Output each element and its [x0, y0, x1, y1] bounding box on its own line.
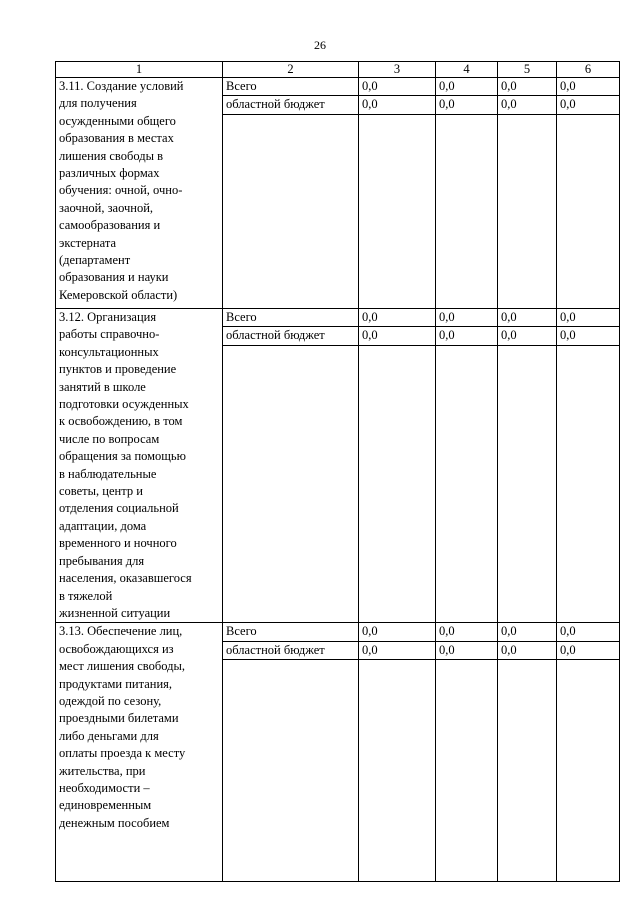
column-header-1: 1 — [56, 62, 223, 78]
description-line: временного и ночного — [59, 536, 177, 551]
budget-value: 0,0 — [498, 641, 557, 659]
description-line: отделения социальной — [59, 501, 179, 516]
description-line: советы, центр и — [59, 484, 143, 499]
description-line: денежным пособием — [59, 815, 170, 830]
budget-value: 0,0 — [557, 96, 620, 114]
budget-value: 0,0 — [436, 641, 498, 659]
budget-value: 0,0 — [498, 78, 557, 96]
description-line: самообразования и — [59, 218, 161, 233]
column-header-3: 3 — [359, 62, 436, 78]
description-line: 3.12. Организация — [59, 310, 157, 324]
budget-value: 0,0 — [436, 78, 498, 96]
header-row — [56, 62, 620, 78]
budget-value: 0,0 — [359, 78, 436, 96]
budget-value: 0,0 — [359, 327, 436, 345]
description-line: обращения за помощью — [59, 449, 186, 464]
empty-cell — [557, 114, 620, 308]
budget-value: 0,0 — [498, 623, 557, 641]
description-line: освобождающихся из — [59, 641, 174, 656]
budget-value: 0,0 — [498, 96, 557, 114]
budget-value: 0,0 — [557, 78, 620, 96]
description-line: образования в местах — [59, 131, 174, 146]
page-number: 26 — [314, 38, 326, 52]
budget-value: 0,0 — [557, 641, 620, 659]
budget-value: 0,0 — [557, 309, 620, 327]
description-line: заочной, заочной, — [59, 200, 154, 215]
description-line: консультационных — [59, 344, 159, 359]
funding-source: областной бюджет — [223, 96, 359, 114]
measure-description — [56, 78, 223, 309]
budget-value: 0,0 — [436, 309, 498, 327]
description-line: жизненной ситуации — [59, 605, 171, 620]
description-line: осужденными общего — [59, 113, 176, 128]
empty-cell — [436, 114, 498, 308]
column-header-2: 2 — [223, 62, 359, 78]
empty-cell — [498, 660, 557, 882]
description-line: (департамент — [59, 253, 131, 268]
budget-table — [55, 61, 620, 882]
description-line: необходимости – — [59, 780, 150, 795]
description-line: в наблюдательные — [59, 466, 157, 481]
description-line: образования и науки — [59, 270, 169, 285]
description-line: жительства, при — [59, 763, 146, 778]
description-line: занятий в школе — [59, 379, 146, 394]
empty-cell — [359, 660, 436, 882]
empty-cell — [359, 114, 436, 308]
description-line: населения, оказавшегося — [59, 571, 192, 586]
measure-description — [56, 623, 223, 882]
funding-source: областной бюджет — [223, 641, 359, 659]
table-row — [56, 78, 620, 96]
budget-value: 0,0 — [436, 96, 498, 114]
budget-value: 0,0 — [359, 641, 436, 659]
measure-description — [56, 309, 223, 623]
description-line: пунктов и проведение — [59, 362, 177, 377]
description-line: к освобождению, в том — [59, 414, 183, 429]
budget-value: 0,0 — [359, 309, 436, 327]
column-header-4: 4 — [436, 62, 498, 78]
empty-cell — [436, 660, 498, 882]
budget-value: 0,0 — [436, 327, 498, 345]
funding-source: Всего — [223, 309, 359, 327]
description-line: для получения — [59, 96, 137, 111]
budget-value: 0,0 — [359, 96, 436, 114]
description-line: экстерната — [59, 235, 117, 250]
budget-value: 0,0 — [436, 623, 498, 641]
description-line: Кемеровской области) — [59, 287, 178, 302]
empty-cell — [498, 345, 557, 623]
description-line: подготовки осужденных — [59, 397, 189, 412]
description-line: оплаты проезда к месту — [59, 746, 186, 761]
budget-value: 0,0 — [498, 327, 557, 345]
description-line: единовременным — [59, 798, 152, 813]
column-header-6: 6 — [557, 62, 620, 78]
description-line: лишения свободы в — [59, 148, 164, 163]
empty-cell — [223, 345, 359, 623]
empty-cell — [557, 345, 620, 623]
empty-cell — [557, 660, 620, 882]
column-header-5: 5 — [498, 62, 557, 78]
funding-source: областной бюджет — [223, 327, 359, 345]
description-line: пребывания для — [59, 553, 145, 568]
funding-source: Всего — [223, 623, 359, 641]
description-line: 3.11. Создание условий — [59, 79, 184, 93]
budget-value: 0,0 — [498, 309, 557, 327]
description-line: либо деньгами для — [59, 728, 159, 743]
empty-cell — [498, 114, 557, 308]
description-line: числе по вопросам — [59, 431, 160, 446]
description-line: одеждой по сезону, — [59, 693, 162, 708]
table-row — [56, 309, 620, 327]
description-line: 3.13. Обеспечение лиц, — [59, 624, 183, 639]
description-line: различных формах — [59, 166, 160, 181]
description-line: обучения: очной, очно- — [59, 183, 183, 198]
description-line: продуктами питания, — [59, 676, 173, 691]
description-line: проездными билетами — [59, 711, 179, 726]
budget-value: 0,0 — [557, 327, 620, 345]
description-line: работы справочно- — [59, 327, 160, 342]
empty-cell — [223, 660, 359, 882]
empty-cell — [436, 345, 498, 623]
empty-cell — [359, 345, 436, 623]
budget-value: 0,0 — [359, 623, 436, 641]
description-line: в тяжелой — [59, 588, 113, 603]
empty-cell — [223, 114, 359, 308]
table-row — [56, 623, 620, 641]
funding-source: Всего — [223, 78, 359, 96]
description-line: мест лишения свободы, — [59, 659, 186, 674]
program-table — [55, 61, 620, 882]
description-line: адаптации, дома — [59, 518, 147, 533]
budget-value: 0,0 — [557, 623, 620, 641]
